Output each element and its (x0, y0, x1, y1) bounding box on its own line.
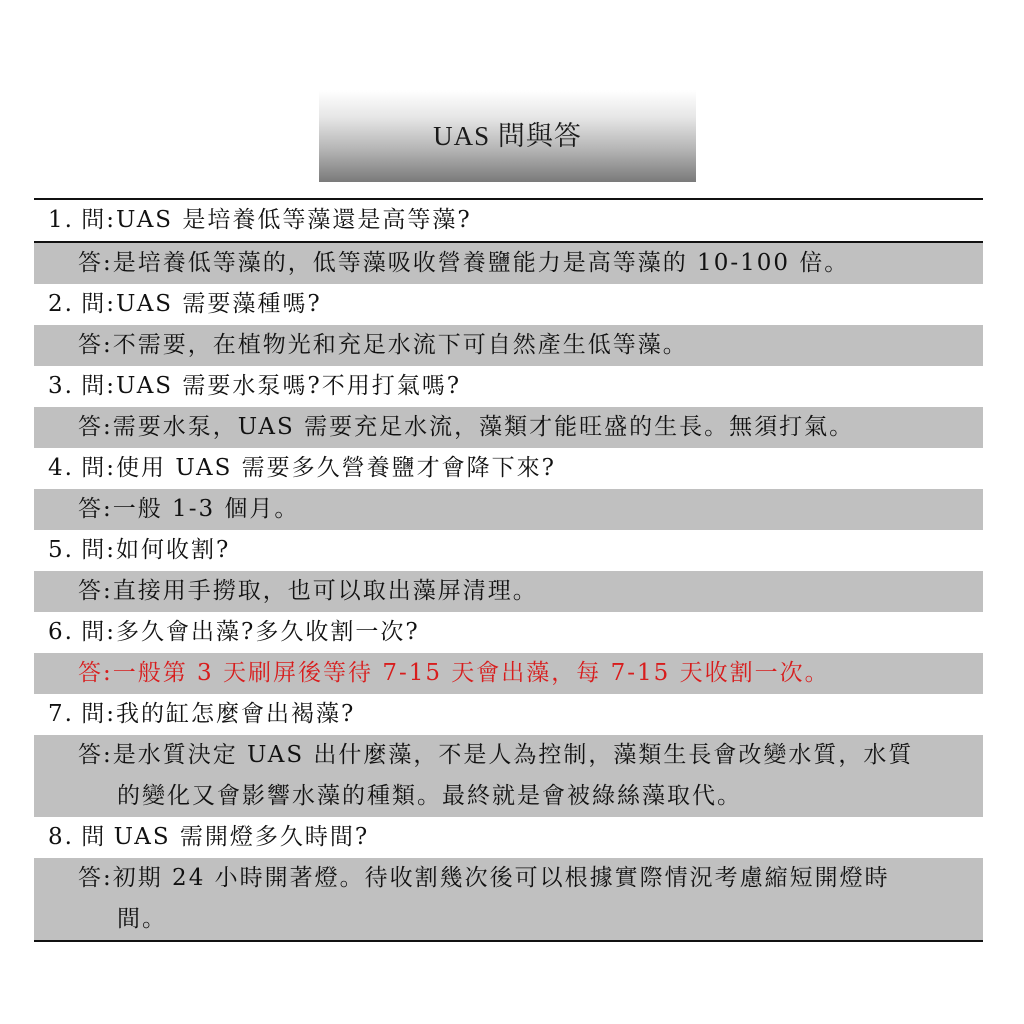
question-label: 問: (81, 537, 117, 563)
question-label: 問: (81, 373, 117, 399)
question-row-4 (34, 448, 983, 489)
answer-text-continued: 的變化又會影響水藻的種類。最終就是會被綠絲藻取代。 (117, 783, 742, 809)
question-number: 7. (48, 701, 74, 727)
answer-row-6-highlighted (34, 653, 983, 694)
answer-text: 不需要，在植物光和充足水流下可自然產生低等藻。 (112, 332, 688, 358)
question-number: 8. (48, 824, 74, 850)
answer-label: 答: (78, 742, 113, 768)
answer-text: 直接用手撈取，也可以取出藻屏清理。 (112, 578, 538, 604)
question-number: 3. (48, 373, 74, 399)
question-number: 1. (48, 207, 74, 233)
answer-label: 答: (78, 414, 113, 440)
question-row-5 (34, 530, 983, 571)
question-text: 多久會出藻?多久收割一次? (116, 619, 420, 645)
question-number: 2. (48, 291, 74, 317)
question-text: UAS 需要藻種嗎? (116, 291, 322, 317)
answer-label: 答: (78, 496, 113, 522)
answer-text: 需要水泵，UAS 需要充足水流，藻類才能旺盛的生長。無須打氣。 (112, 414, 855, 440)
answer-text: 是培養低等藻的，低等藻吸收營養鹽能力是高等藻的 10-100 倍。 (112, 250, 850, 276)
question-number: 4. (48, 455, 74, 481)
question-row-7 (34, 694, 983, 735)
title-banner (319, 90, 696, 182)
question-text: UAS 是培養低等藻還是高等藻? (116, 207, 472, 233)
question-label: 問: (81, 455, 117, 481)
answer-row-8 (34, 858, 983, 940)
question-row-6 (34, 612, 983, 653)
question-row-1 (34, 200, 983, 241)
question-text: UAS 需要水泵嗎?不用打氣嗎? (116, 373, 462, 399)
question-text: 使用 UAS 需要多久營養鹽才會降下來? (116, 455, 557, 481)
page-title: UAS 問與答 (433, 120, 582, 151)
answer-row-3 (34, 407, 983, 448)
answer-row-7 (34, 735, 983, 817)
answer-text: 一般 1-3 個月。 (112, 496, 300, 522)
answer-label: 答: (78, 865, 113, 891)
question-row-3 (34, 366, 983, 407)
answer-label: 答: (78, 250, 113, 276)
answer-row-4 (34, 489, 983, 530)
answer-text-continued: 間。 (117, 906, 167, 932)
answer-row-5 (34, 571, 983, 612)
question-text: 我的缸怎麼會出褐藻? (116, 701, 356, 727)
question-number: 5. (48, 537, 74, 563)
answer-text: 一般第 3 天刷屏後等待 7-15 天會出藻，每 7-15 天收割一次。 (112, 660, 830, 686)
question-row-2 (34, 284, 983, 325)
question-label: 問: (81, 207, 117, 233)
answer-text: 是水質決定 UAS 出什麼藻，不是人為控制，藻類生長會改變水質，水質 (112, 742, 914, 768)
answer-text: 初期 24 小時開著燈。待收割幾次後可以根據實際情況考慮縮短開燈時 (112, 865, 890, 891)
question-label: 問: (81, 291, 117, 317)
question-row-8 (34, 817, 983, 858)
answer-label: 答: (78, 332, 113, 358)
question-text: 如何收割? (116, 537, 231, 563)
question-text: UAS 需開燈多久時間? (113, 824, 370, 850)
question-number: 6. (48, 619, 74, 645)
question-label: 問: (81, 619, 117, 645)
answer-row-2 (34, 325, 983, 366)
question-label: 問 (81, 824, 107, 850)
answer-label: 答: (78, 578, 113, 604)
answer-row-1 (34, 241, 983, 284)
faq-table (34, 198, 983, 942)
answer-label: 答: (78, 660, 113, 686)
question-label: 問: (81, 701, 117, 727)
